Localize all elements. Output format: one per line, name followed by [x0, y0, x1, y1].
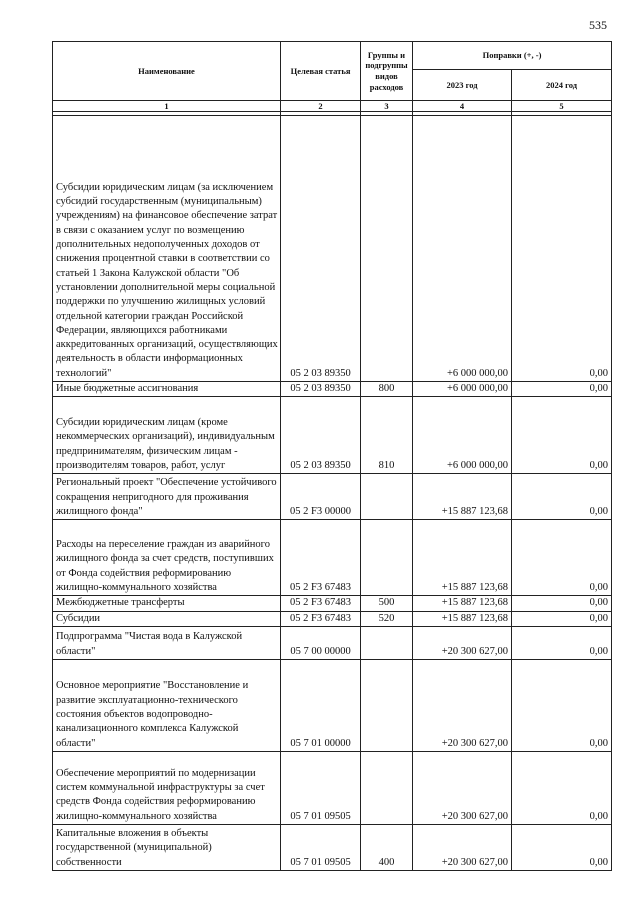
row-name: Иные бюджетные ассигнования	[53, 382, 281, 397]
row-amount-2023: +6 000 000,00	[413, 397, 512, 474]
table-row	[53, 520, 612, 596]
row-expense-group	[361, 751, 413, 824]
row-name: Субсидии юридическим лицам (за исключением субсидий государственным (муниципальным) учреждениям) на финансовое обеспечение затрат в связи с оказанием услуг по возмещению дополнительных недополученных доходов от снижения процентной ставки в соответствии со статьей 1 Закона Калужской области "Об установлении дополнительной меры социальной поддержки по улучшению жилищных условий отдельной категории граждан Российской Федерации, являющихся работниками аккредитованных организаций, осуществляющих деятельность в области информационных технологий"	[53, 116, 281, 382]
row-name: Подпрограмма "Чистая вода в Калужской области"	[53, 626, 281, 659]
row-name: Капитальные вложения в объекты государственной (муниципальной) собственности	[53, 824, 281, 870]
row-expense-group: 800	[361, 382, 413, 397]
row-amount-2023: +15 887 123,68	[413, 596, 512, 611]
budget-amendments-table	[52, 41, 612, 871]
row-target-code: 05 2 F3 67483	[281, 520, 361, 596]
row-name: Межбюджетные трансферты	[53, 596, 281, 611]
row-target-code: 05 7 01 09505	[281, 751, 361, 824]
row-name: Расходы на переселение граждан из аварийного жилищного фонда за счет средств, поступивших от Фонда содействия реформированию жилищно-коммунального хозяйства	[53, 520, 281, 596]
table-row	[53, 626, 612, 659]
row-amount-2023: +6 000 000,00	[413, 116, 512, 382]
row-amount-2023: +20 300 627,00	[413, 824, 512, 870]
row-expense-group: 810	[361, 397, 413, 474]
row-expense-group: 520	[361, 611, 413, 626]
row-target-code: 05 2 F3 67483	[281, 596, 361, 611]
row-amount-2024: 0,00	[512, 659, 612, 751]
row-target-code: 05 2 03 89350	[281, 116, 361, 382]
table-row	[53, 824, 612, 870]
row-expense-group	[361, 659, 413, 751]
row-target-code: 05 2 03 89350	[281, 382, 361, 397]
row-amount-2024: 0,00	[512, 397, 612, 474]
row-amount-2024: 0,00	[512, 751, 612, 824]
row-expense-group	[361, 626, 413, 659]
row-amount-2023: +15 887 123,68	[413, 611, 512, 626]
row-expense-group	[361, 474, 413, 520]
row-amount-2023: +15 887 123,68	[413, 520, 512, 596]
table-row	[53, 751, 612, 824]
header-target-article: Целевая статья	[281, 42, 361, 101]
column-number: 1	[53, 101, 281, 112]
row-amount-2024: 0,00	[512, 382, 612, 397]
row-expense-group	[361, 116, 413, 382]
row-target-code: 05 2 F3 00000	[281, 474, 361, 520]
row-target-code: 05 2 F3 67483	[281, 611, 361, 626]
row-amount-2023: +15 887 123,68	[413, 474, 512, 520]
row-name: Обеспечение мероприятий по модернизации систем коммунальной инфраструктуры за счет средств Фонда содействия реформированию жилищно-коммунального хозяйства	[53, 751, 281, 824]
row-name: Региональный проект "Обеспечение устойчивого сокращения непригодного для проживания жилищного фонда"	[53, 474, 281, 520]
row-amount-2023: +20 300 627,00	[413, 751, 512, 824]
row-amount-2023: +6 000 000,00	[413, 382, 512, 397]
row-amount-2024: 0,00	[512, 520, 612, 596]
row-amount-2024: 0,00	[512, 611, 612, 626]
header-year-2023: 2023 год	[413, 70, 512, 101]
row-target-code: 05 2 03 89350	[281, 397, 361, 474]
table-row	[53, 474, 612, 520]
column-number: 3	[361, 101, 413, 112]
row-name: Субсидии юридическим лицам (кроме некоммерческих организаций), индивидуальным предпринимателям, физическим лицам - производителям товаров, работ, услуг	[53, 397, 281, 474]
row-amount-2023: +20 300 627,00	[413, 659, 512, 751]
row-name: Субсидии	[53, 611, 281, 626]
header-amendments: Поправки (+, -)	[413, 42, 612, 70]
table-row	[53, 596, 612, 611]
column-number: 2	[281, 101, 361, 112]
page-number: 535	[589, 18, 607, 32]
column-number: 5	[512, 101, 612, 112]
row-amount-2024: 0,00	[512, 116, 612, 382]
row-expense-group: 400	[361, 824, 413, 870]
row-amount-2024: 0,00	[512, 824, 612, 870]
row-target-code: 05 7 01 00000	[281, 659, 361, 751]
table-row	[53, 659, 612, 751]
row-expense-group: 500	[361, 596, 413, 611]
row-target-code: 05 7 00 00000	[281, 626, 361, 659]
table-row	[53, 397, 612, 474]
row-expense-group	[361, 520, 413, 596]
row-name: Основное мероприятие "Восстановление и развитие эксплуатационно-технического состояния объектов водопроводно-канализационного комплекса Калужской области"	[53, 659, 281, 751]
column-number: 4	[413, 101, 512, 112]
row-amount-2024: 0,00	[512, 474, 612, 520]
row-amount-2024: 0,00	[512, 626, 612, 659]
table-row	[53, 116, 612, 382]
row-amount-2024: 0,00	[512, 596, 612, 611]
header-expense-groups: Группы и подгруппы видов расходов	[361, 42, 413, 101]
row-amount-2023: +20 300 627,00	[413, 626, 512, 659]
table-row	[53, 611, 612, 626]
table-row	[53, 382, 612, 397]
header-name: Наименование	[53, 42, 281, 101]
row-target-code: 05 7 01 09505	[281, 824, 361, 870]
header-year-2024: 2024 год	[512, 70, 612, 101]
